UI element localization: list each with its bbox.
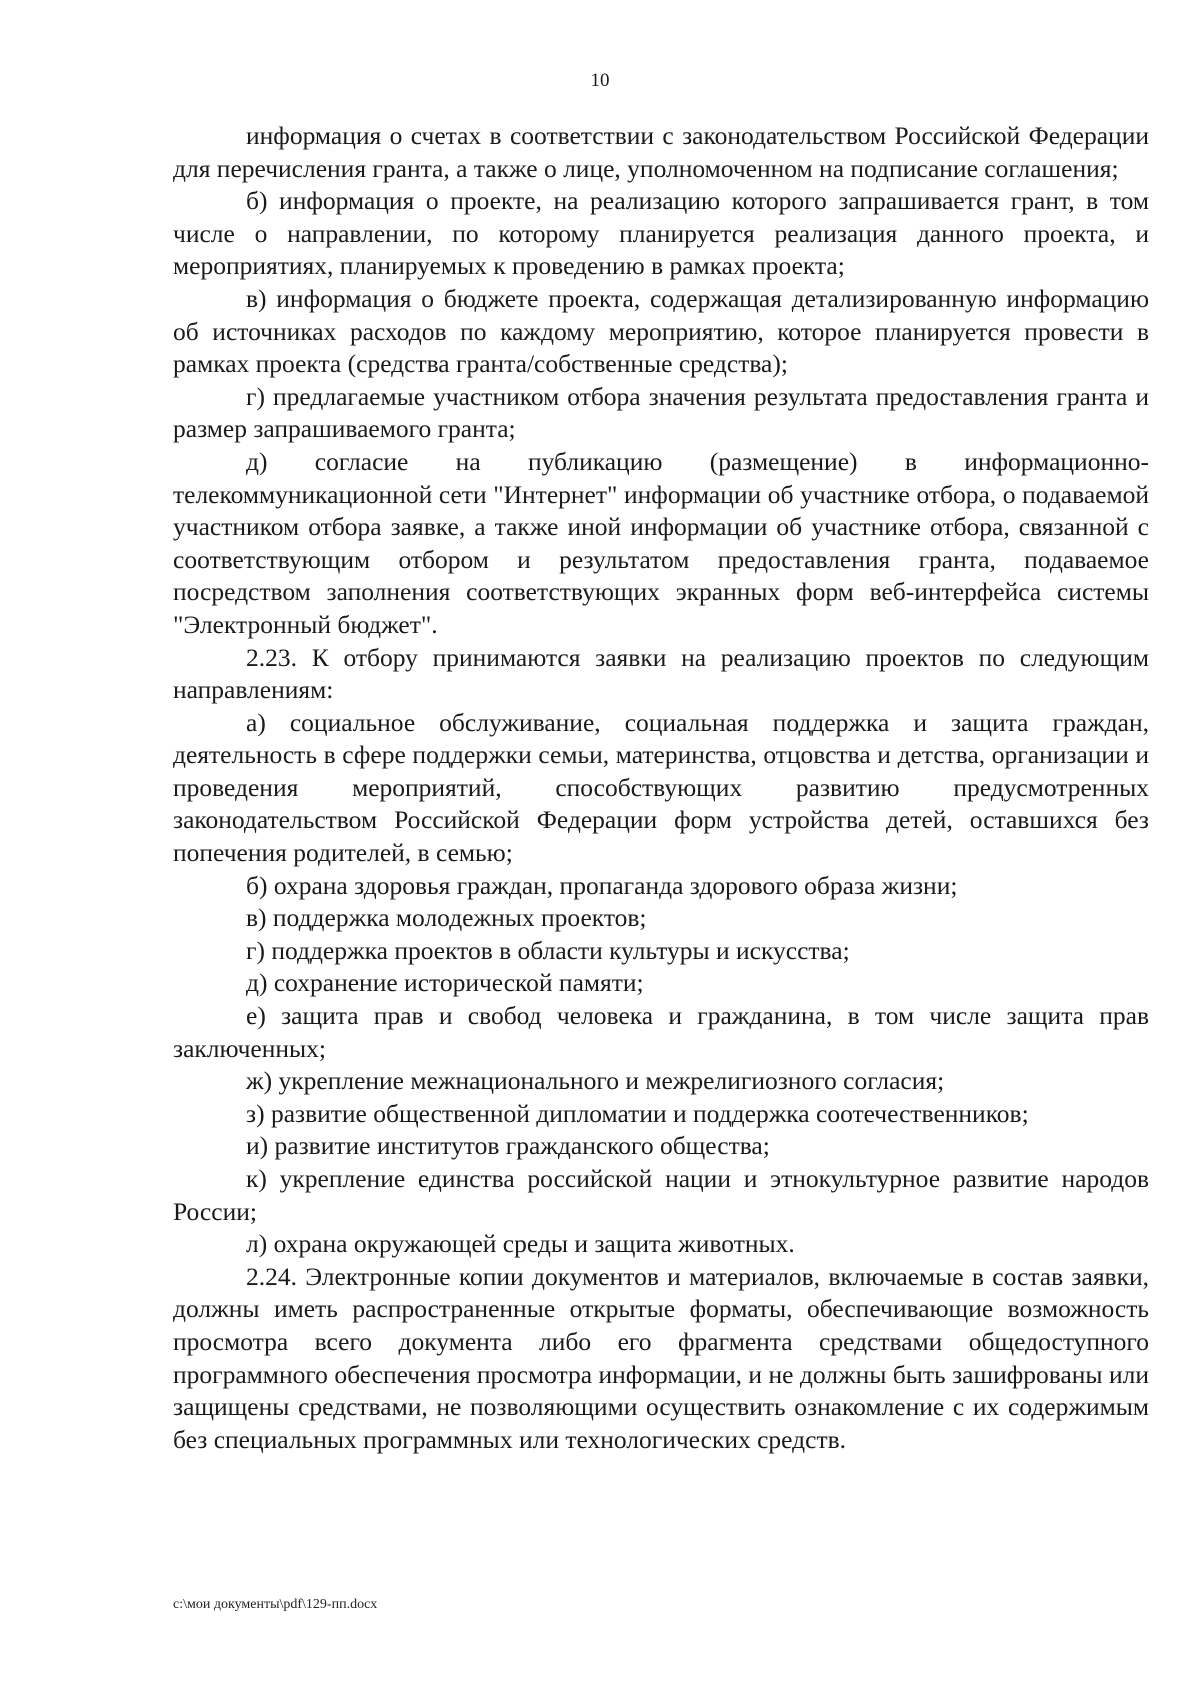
paragraph-item-b-project-info: б) информация о проекте, на реализацию которого запрашивается грант, в том числе о направлении, по которому планируется реализация данного проекта, и мероприятиях, планируемых к проведению в рамках проекта; bbox=[173, 186, 1149, 281]
paragraph-direction-z: з) развитие общественной дипломатии и поддержка соотечественников; bbox=[246, 1098, 1029, 1128]
paragraph-item-g-result-values: г) предлагаемые участником отбора значения результата предоставления гранта и размер запрашиваемого гранта; bbox=[173, 381, 1149, 444]
paragraph-direction-zh: ж) укрепление межнационального и межрелигиозного согласия; bbox=[246, 1066, 945, 1096]
paragraph-section-2-23: 2.23. К отбору принимаются заявки на реализацию проектов по следующим направлениям: bbox=[173, 642, 1149, 705]
paragraph-item-v-budget-info: в) информация о бюджете проекта, содержащая детализированную информацию об источниках расходов по каждому мероприятию, которое планируется провести в рамках проекта (средства гранта/собственные средства); bbox=[173, 283, 1149, 379]
paragraph-direction-k: к) укрепление единства российской нации и этнокультурное развитие народов России; bbox=[173, 1164, 1149, 1226]
paragraph-direction-b: б) охрана здоровья граждан, пропаганда здорового образа жизни; bbox=[246, 870, 958, 900]
paragraph-direction-a: а) социальное обслуживание, социальная поддержка и защита граждан, деятельность в сфере поддержки семьи, материнства, отцовства и детства, организации и проведения мероприятий, способствующих развитию предусмотренных законодательством Российской Федерации форм устройства детей, оставшихся без попечения родителей, в семью; bbox=[173, 707, 1149, 868]
paragraph-account-info: информация о счетах в соответствии с законодательством Российской Федерации для перечисления гранта, а также о лице, уполномоченном на подписание соглашения; bbox=[173, 121, 1149, 183]
footer-file-path: c:\мои документы\pdf\129-пп.docx bbox=[173, 1597, 378, 1612]
paragraph-direction-g: г) поддержка проектов в области культуры и искусства; bbox=[246, 935, 850, 965]
paragraph-direction-d: д) сохранение исторической памяти; bbox=[246, 968, 644, 998]
paragraph-direction-e: е) защита прав и свобод человека и гражданина, в том числе защита прав заключенных; bbox=[173, 1001, 1149, 1063]
paragraph-direction-v: в) поддержка молодежных проектов; bbox=[246, 903, 647, 933]
paragraph-section-2-24: 2.24. Электронные копии документов и материалов, включаемые в состав заявки, должны иметь распространенные открытые форматы, обеспечивающие возможность просмотра всего документа либо его фрагмента средствами общедоступного программного обеспечения просмотра информации, и не должны быть зашифрованы или защищены средствами, не позволяющими осуществить ознакомление с их содержимым без специальных программных или технологических средств. bbox=[173, 1261, 1149, 1454]
paragraph-item-d-publication-consent: д) согласие на публикацию (размещение) в информационно-телекоммуникационной сети "Интернет" информации об участнике отбора, о подаваемой участником отбора заявке, а также иной информации об участнике отбора, связанной с соответствующим отбором и результатом предоставления гранта, подаваемое посредством заполнения соответствующих экранных форм веб-интерфейса системы "Электронный бюджет". bbox=[173, 446, 1149, 639]
page-number: 10 bbox=[590, 70, 610, 91]
paragraph-direction-i: и) развитие институтов гражданского общества; bbox=[246, 1131, 770, 1161]
paragraph-direction-l: л) охрана окружающей среды и защита животных. bbox=[246, 1229, 795, 1259]
document-body bbox=[173, 120, 1149, 1456]
